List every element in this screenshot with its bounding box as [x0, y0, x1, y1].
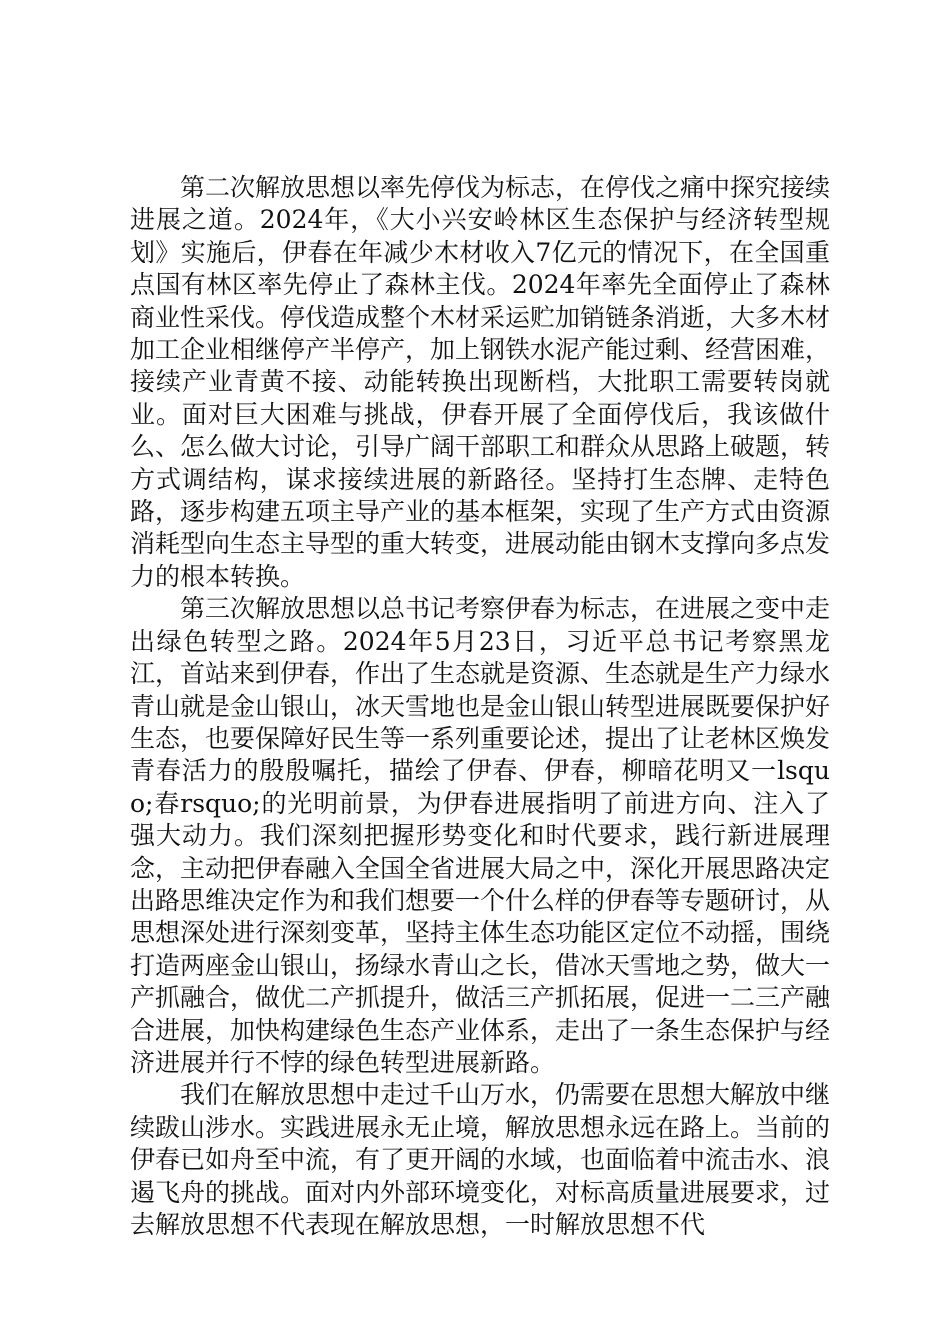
paragraph-third-liberation: 第三次解放思想以总书记考察伊春为标志，在进展之变中走出绿色转型之路。2024年5月23日，习近平总书记考察黑龙江，首站来到伊春，作出了生态就是资源、生态就是生产力绿水青山就是金山银山，冰天雪地也是金山银山转型进展既要保护好生态，也要保障好民生等一系列重要论述，提出了让老林区焕发青春活力的殷殷嘱托，描绘了伊春、伊春，柳暗花明又一lsquo;春rsquo;的光明前景，为伊春进展指明了前进方向、注入了强大动力。我们深刻把握形势变化和时代要求，践行新进展理念，主动把伊春融入全国全省进展大局之中，深化开展思路决定出路思维决定作为和我们想要一个什么样的伊春等专题研讨，从思想深处进行深刻变革，坚持主体生态功能区定位不动摇，围绕打造两座金山银山，扬绿水青山之长，借冰天雪地之势，做大一产抓融合，做优二产抓提升，做活三产抓拓展，促进一二三产融合进展，加快构建绿色生态产业体系，走出了一条生态保护与经济进展并行不悖的绿色转型进展新路。	[130, 594, 831, 1077]
paragraph-second-liberation: 第二次解放思想以率先停伐为标志，在停伐之痛中探究接续进展之道。2024年，《大小兴安岭林区生态保护与经济转型规划》实施后，伊春在年减少木材收入7亿元的情况下，在全国重点国有林区率先停止了森林主伐。2024年率先全面停止了森林商业性采伐。停伐造成整个木材采运贮加销链条消逝，大多木材加工企业相继停产半停产，加上钢铁水泥产能过剩、经营困难，接续产业青黄不接、动能转换出现断档，大批职工需要转岗就业。面对巨大困难与挑战，伊春开展了全面停伐后，我该做什么、怎么做大讨论，引导广阔干部职工和群众从思路上破题，转方式调结构，谋求接续进展的新路径。坚持打生态牌、走特色路，逐步构建五项主导产业的基本框架，实现了生产方式由资源消耗型向生态主导型的重大转变，进展动能由钢木支撑向多点发力的根本转换。	[130, 173, 831, 591]
document-body	[130, 172, 830, 1241]
paragraph-continuing-liberation: 我们在解放思想中走过千山万水，仍需要在思想大解放中继续跋山涉水。实践进展永无止境，解放思想永远在路上。当前的伊春已如舟至中流，有了更开阔的水域，也面临着中流击水、浪遏飞舟的挑战。面对内外部环境变化，对标高质量进展要求，过去解放思想不代表现在解放思想，一时解放思想不代	[130, 1080, 831, 1239]
